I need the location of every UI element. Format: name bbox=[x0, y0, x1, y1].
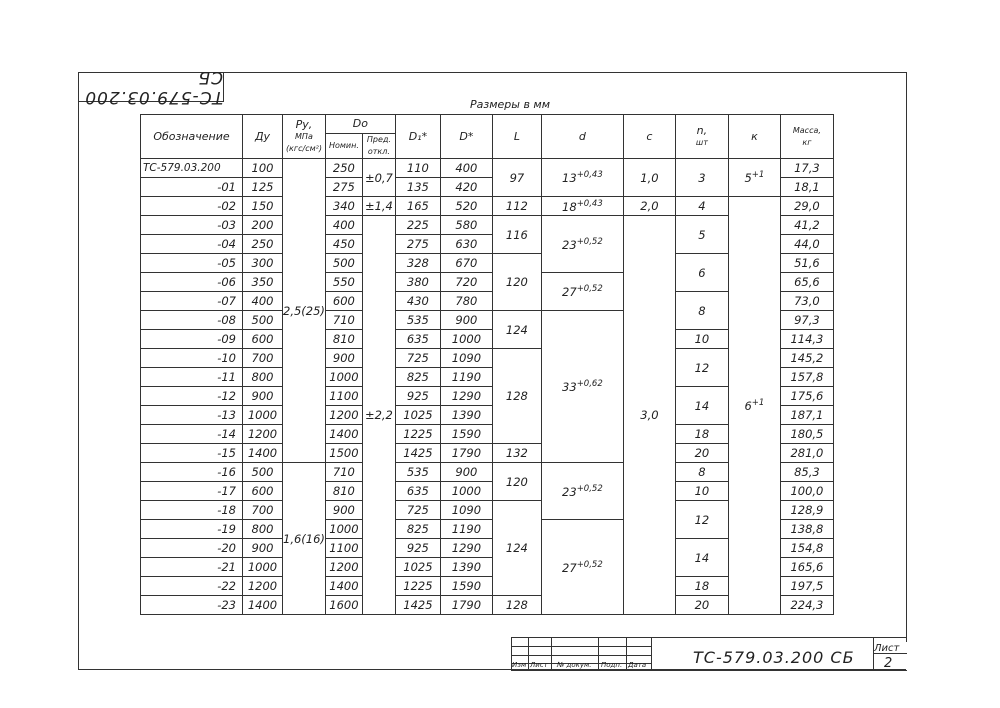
cell-dy: 100 bbox=[243, 159, 283, 178]
cell-D: 1090 bbox=[440, 349, 492, 368]
cell-d0-nom: 810 bbox=[325, 330, 362, 349]
cell-n: 12 bbox=[675, 349, 728, 387]
tb-col-date: Дата bbox=[628, 661, 647, 669]
cell-dy: 700 bbox=[243, 501, 283, 520]
cell-d1: 328 bbox=[395, 254, 440, 273]
cell-mass: 175,6 bbox=[780, 387, 833, 406]
cell-L: 128 bbox=[492, 596, 541, 615]
cell-mass: 145,2 bbox=[780, 349, 833, 368]
cell-designation: -18 bbox=[141, 501, 243, 520]
cell-d0-nom: 340 bbox=[325, 197, 362, 216]
cell-d1: 1025 bbox=[395, 406, 440, 425]
cell-D: 1000 bbox=[440, 482, 492, 501]
cell-designation: -13 bbox=[141, 406, 243, 425]
cell-dy: 500 bbox=[243, 311, 283, 330]
cell-d1: 430 bbox=[395, 292, 440, 311]
spec-table bbox=[140, 114, 834, 615]
cell-mass: 114,3 bbox=[780, 330, 833, 349]
cell-dy: 1000 bbox=[243, 558, 283, 577]
cell-dev: ±2,2 bbox=[362, 216, 395, 615]
cell-d1: 275 bbox=[395, 235, 440, 254]
cell-designation: -11 bbox=[141, 368, 243, 387]
cell-d1: 135 bbox=[395, 178, 440, 197]
cell-mass: 17,3 bbox=[780, 159, 833, 178]
cell-L: 124 bbox=[492, 501, 541, 596]
header-row bbox=[141, 115, 834, 134]
cell-L: 120 bbox=[492, 463, 541, 501]
cell-n: 12 bbox=[675, 501, 728, 539]
col-py-label: Ру, bbox=[295, 117, 313, 131]
cell-d0-nom: 1400 bbox=[325, 577, 362, 596]
cell-dy: 1000 bbox=[243, 406, 283, 425]
cell-mass: 224,3 bbox=[780, 596, 833, 615]
cell-d0-nom: 1100 bbox=[325, 387, 362, 406]
cell-mass: 197,5 bbox=[780, 577, 833, 596]
cell-d-base: 13 bbox=[562, 170, 577, 185]
cell-d1: 1425 bbox=[395, 444, 440, 463]
sheet-number: 2 bbox=[884, 656, 893, 671]
cell-dy: 700 bbox=[243, 349, 283, 368]
cell-d bbox=[541, 311, 623, 463]
cell-D: 520 bbox=[440, 197, 492, 216]
cell-d0-nom: 550 bbox=[325, 273, 362, 292]
cell-D: 1790 bbox=[440, 596, 492, 615]
cell-mass: 29,0 bbox=[780, 197, 833, 216]
cell-dy: 800 bbox=[243, 368, 283, 387]
cell-d1: 925 bbox=[395, 539, 440, 558]
col-n-unit: шт bbox=[695, 137, 708, 147]
cell-d-tolerance: +0,52 bbox=[576, 483, 603, 494]
col-d1: D₁* bbox=[395, 115, 440, 159]
col-mass-unit: кг bbox=[802, 137, 812, 147]
cell-mass: 97,3 bbox=[780, 311, 833, 330]
tb-col-doc: № докум. bbox=[557, 661, 592, 669]
cell-designation: ТС-579.03.200 bbox=[141, 159, 243, 178]
col-d0-nom: Номин. bbox=[325, 134, 362, 159]
cell-d-tolerance: +0,52 bbox=[576, 284, 603, 295]
cell-mass: 85,3 bbox=[780, 463, 833, 482]
corner-stamp-code: ТС-579.03.200 СБ bbox=[84, 67, 223, 107]
cell-designation: -21 bbox=[141, 558, 243, 577]
col-mass bbox=[780, 115, 833, 159]
cell-mass: 138,8 bbox=[780, 520, 833, 539]
cell-k-base: 6 bbox=[744, 398, 752, 413]
col-mass-label: Масса, bbox=[792, 125, 821, 135]
cell-n: 8 bbox=[675, 463, 728, 482]
col-py bbox=[283, 115, 326, 159]
cell-designation: -10 bbox=[141, 349, 243, 368]
cell-d-tolerance: +0,43 bbox=[576, 170, 603, 181]
cell-n: 14 bbox=[675, 387, 728, 425]
cell-d0-nom: 1600 bbox=[325, 596, 362, 615]
cell-mass: 180,5 bbox=[780, 425, 833, 444]
cell-n: 10 bbox=[675, 330, 728, 349]
cell-n: 18 bbox=[675, 577, 728, 596]
cell-dy: 125 bbox=[243, 178, 283, 197]
cell-dy: 350 bbox=[243, 273, 283, 292]
cell-d0-nom: 710 bbox=[325, 311, 362, 330]
cell-k bbox=[728, 197, 780, 615]
dimensions-caption: Размеры в мм bbox=[470, 98, 551, 111]
col-d0: Dо bbox=[325, 115, 395, 134]
cell-d-base: 18 bbox=[562, 199, 577, 214]
col-py-unit: МПа bbox=[295, 131, 313, 141]
cell-d0-nom: 1500 bbox=[325, 444, 362, 463]
corner-stamp bbox=[78, 67, 224, 107]
cell-d-tolerance: +0,62 bbox=[576, 379, 603, 390]
cell-designation: -02 bbox=[141, 197, 243, 216]
tb-col-izm: Изм bbox=[512, 661, 527, 669]
cell-d0-nom: 900 bbox=[325, 501, 362, 520]
cell-n: 20 bbox=[675, 596, 728, 615]
cell-d0-nom: 400 bbox=[325, 216, 362, 235]
cell-D: 1390 bbox=[440, 406, 492, 425]
cell-d0-nom: 1000 bbox=[325, 368, 362, 387]
cell-d-base: 23 bbox=[562, 484, 577, 499]
cell-dy: 600 bbox=[243, 482, 283, 501]
cell-dy: 900 bbox=[243, 387, 283, 406]
cell-dy: 1200 bbox=[243, 577, 283, 596]
cell-d1: 380 bbox=[395, 273, 440, 292]
cell-d1: 825 bbox=[395, 520, 440, 539]
cell-D: 1290 bbox=[440, 539, 492, 558]
cell-dy: 500 bbox=[243, 463, 283, 482]
cell-d0-nom: 1000 bbox=[325, 520, 362, 539]
cell-D: 670 bbox=[440, 254, 492, 273]
cell-D: 1790 bbox=[440, 444, 492, 463]
cell-designation: -17 bbox=[141, 482, 243, 501]
cell-designation: -06 bbox=[141, 273, 243, 292]
cell-designation: -01 bbox=[141, 178, 243, 197]
cell-d0-nom: 900 bbox=[325, 349, 362, 368]
col-dy: Ду bbox=[243, 115, 283, 159]
cell-L: 97 bbox=[492, 159, 541, 197]
cell-d1: 635 bbox=[395, 482, 440, 501]
cell-d bbox=[541, 197, 623, 216]
cell-n: 14 bbox=[675, 539, 728, 577]
cell-D: 580 bbox=[440, 216, 492, 235]
cell-d1: 165 bbox=[395, 197, 440, 216]
col-L: L bbox=[492, 115, 541, 159]
cell-n: 20 bbox=[675, 444, 728, 463]
cell-dy: 600 bbox=[243, 330, 283, 349]
cell-d-tolerance: +0,43 bbox=[576, 198, 603, 209]
cell-dy: 150 bbox=[243, 197, 283, 216]
cell-d0-nom: 500 bbox=[325, 254, 362, 273]
cell-mass: 44,0 bbox=[780, 235, 833, 254]
cell-dy: 800 bbox=[243, 520, 283, 539]
cell-d1: 535 bbox=[395, 311, 440, 330]
cell-designation: -07 bbox=[141, 292, 243, 311]
cell-d1: 725 bbox=[395, 501, 440, 520]
cell-py: 1,6(16) bbox=[283, 463, 326, 615]
cell-mass: 73,0 bbox=[780, 292, 833, 311]
table-row bbox=[141, 159, 834, 178]
cell-d0-nom: 710 bbox=[325, 463, 362, 482]
cell-D: 900 bbox=[440, 463, 492, 482]
cell-d1: 1425 bbox=[395, 596, 440, 615]
cell-dy: 250 bbox=[243, 235, 283, 254]
col-py-unit-alt: (кгс/см²) bbox=[285, 143, 322, 153]
cell-k bbox=[728, 159, 780, 197]
cell-dy: 1200 bbox=[243, 425, 283, 444]
cell-dy: 200 bbox=[243, 216, 283, 235]
col-d0-dev: Пред. откл. bbox=[362, 134, 395, 159]
cell-d-base: 27 bbox=[562, 560, 577, 575]
cell-designation: -15 bbox=[141, 444, 243, 463]
table-row bbox=[141, 197, 834, 216]
col-designation: Обозначение bbox=[141, 115, 243, 159]
cell-designation: -19 bbox=[141, 520, 243, 539]
cell-d1: 1225 bbox=[395, 577, 440, 596]
cell-n: 8 bbox=[675, 292, 728, 330]
cell-designation: -05 bbox=[141, 254, 243, 273]
cell-d-base: 23 bbox=[562, 237, 577, 252]
cell-mass: 187,1 bbox=[780, 406, 833, 425]
title-block-code: ТС-579.03.200 СБ bbox=[693, 648, 855, 667]
cell-d0-nom: 1100 bbox=[325, 539, 362, 558]
cell-designation: -14 bbox=[141, 425, 243, 444]
cell-d-tolerance: +0,52 bbox=[576, 559, 603, 570]
cell-d bbox=[541, 273, 623, 311]
cell-py: 2,5(25) bbox=[283, 159, 326, 463]
cell-D: 1590 bbox=[440, 577, 492, 596]
cell-designation: -20 bbox=[141, 539, 243, 558]
cell-dy: 1400 bbox=[243, 596, 283, 615]
cell-k-tolerance: +1 bbox=[751, 170, 765, 181]
cell-dy: 1400 bbox=[243, 444, 283, 463]
cell-designation: -08 bbox=[141, 311, 243, 330]
cell-d0-nom: 1400 bbox=[325, 425, 362, 444]
cell-L: 112 bbox=[492, 197, 541, 216]
cell-D: 400 bbox=[440, 159, 492, 178]
cell-d bbox=[541, 463, 623, 520]
cell-d1: 925 bbox=[395, 387, 440, 406]
cell-d-base: 33 bbox=[562, 379, 577, 394]
cell-d bbox=[541, 520, 623, 615]
cell-d0-nom: 600 bbox=[325, 292, 362, 311]
cell-k-base: 5 bbox=[744, 170, 752, 185]
cell-designation: -04 bbox=[141, 235, 243, 254]
col-k: к bbox=[728, 115, 780, 159]
cell-designation: -23 bbox=[141, 596, 243, 615]
cell-c: 2,0 bbox=[623, 197, 675, 216]
cell-mass: 51,6 bbox=[780, 254, 833, 273]
col-n bbox=[675, 115, 728, 159]
drawing-frame-right-edge bbox=[906, 72, 907, 642]
tb-col-list: Лист bbox=[530, 661, 548, 669]
cell-mass: 18,1 bbox=[780, 178, 833, 197]
cell-D: 1390 bbox=[440, 558, 492, 577]
cell-n: 6 bbox=[675, 254, 728, 292]
cell-dev: ±0,7 bbox=[362, 159, 395, 197]
cell-mass: 157,8 bbox=[780, 368, 833, 387]
cell-d1: 535 bbox=[395, 463, 440, 482]
cell-D: 630 bbox=[440, 235, 492, 254]
cell-d0-nom: 275 bbox=[325, 178, 362, 197]
cell-mass: 41,2 bbox=[780, 216, 833, 235]
cell-d-tolerance: +0,52 bbox=[576, 236, 603, 247]
cell-L: 116 bbox=[492, 216, 541, 254]
col-n-label: n, bbox=[696, 123, 708, 137]
cell-c: 1,0 bbox=[623, 159, 675, 197]
cell-mass: 65,6 bbox=[780, 273, 833, 292]
cell-d0-nom: 1200 bbox=[325, 406, 362, 425]
cell-d0-nom: 810 bbox=[325, 482, 362, 501]
cell-D: 900 bbox=[440, 311, 492, 330]
cell-D: 780 bbox=[440, 292, 492, 311]
cell-dy: 400 bbox=[243, 292, 283, 311]
cell-D: 1590 bbox=[440, 425, 492, 444]
cell-d1: 1025 bbox=[395, 558, 440, 577]
cell-d1: 825 bbox=[395, 368, 440, 387]
cell-mass: 128,9 bbox=[780, 501, 833, 520]
cell-D: 1000 bbox=[440, 330, 492, 349]
cell-n: 5 bbox=[675, 216, 728, 254]
cell-n: 18 bbox=[675, 425, 728, 444]
cell-designation: -12 bbox=[141, 387, 243, 406]
cell-d bbox=[541, 216, 623, 273]
cell-d0-nom: 450 bbox=[325, 235, 362, 254]
cell-n: 4 bbox=[675, 197, 728, 216]
cell-D: 420 bbox=[440, 178, 492, 197]
cell-mass: 165,6 bbox=[780, 558, 833, 577]
cell-d0-nom: 250 bbox=[325, 159, 362, 178]
cell-L: 124 bbox=[492, 311, 541, 349]
cell-n: 3 bbox=[675, 159, 728, 197]
cell-D: 1290 bbox=[440, 387, 492, 406]
cell-c: 3,0 bbox=[623, 216, 675, 615]
tb-col-sign: Подп. bbox=[601, 661, 623, 669]
cell-d0-nom: 1200 bbox=[325, 558, 362, 577]
cell-d bbox=[541, 159, 623, 197]
cell-designation: -09 bbox=[141, 330, 243, 349]
cell-D: 1190 bbox=[440, 520, 492, 539]
cell-designation: -22 bbox=[141, 577, 243, 596]
cell-dev: ±1,4 bbox=[362, 197, 395, 216]
col-c: c bbox=[623, 115, 675, 159]
cell-dy: 300 bbox=[243, 254, 283, 273]
sheet-label: Лист bbox=[874, 643, 900, 654]
cell-D: 1090 bbox=[440, 501, 492, 520]
cell-d1: 225 bbox=[395, 216, 440, 235]
cell-designation: -16 bbox=[141, 463, 243, 482]
cell-d-base: 27 bbox=[562, 284, 577, 299]
cell-n: 10 bbox=[675, 482, 728, 501]
cell-d1: 110 bbox=[395, 159, 440, 178]
cell-k-tolerance: +1 bbox=[751, 398, 765, 409]
cell-D: 1190 bbox=[440, 368, 492, 387]
cell-d1: 635 bbox=[395, 330, 440, 349]
cell-mass: 100,0 bbox=[780, 482, 833, 501]
cell-designation: -03 bbox=[141, 216, 243, 235]
cell-dy: 900 bbox=[243, 539, 283, 558]
col-d: d bbox=[541, 115, 623, 159]
cell-L: 128 bbox=[492, 349, 541, 444]
cell-L: 120 bbox=[492, 254, 541, 311]
cell-L: 132 bbox=[492, 444, 541, 463]
cell-mass: 281,0 bbox=[780, 444, 833, 463]
cell-d1: 725 bbox=[395, 349, 440, 368]
cell-D: 720 bbox=[440, 273, 492, 292]
cell-d1: 1225 bbox=[395, 425, 440, 444]
cell-mass: 154,8 bbox=[780, 539, 833, 558]
col-D: D* bbox=[440, 115, 492, 159]
